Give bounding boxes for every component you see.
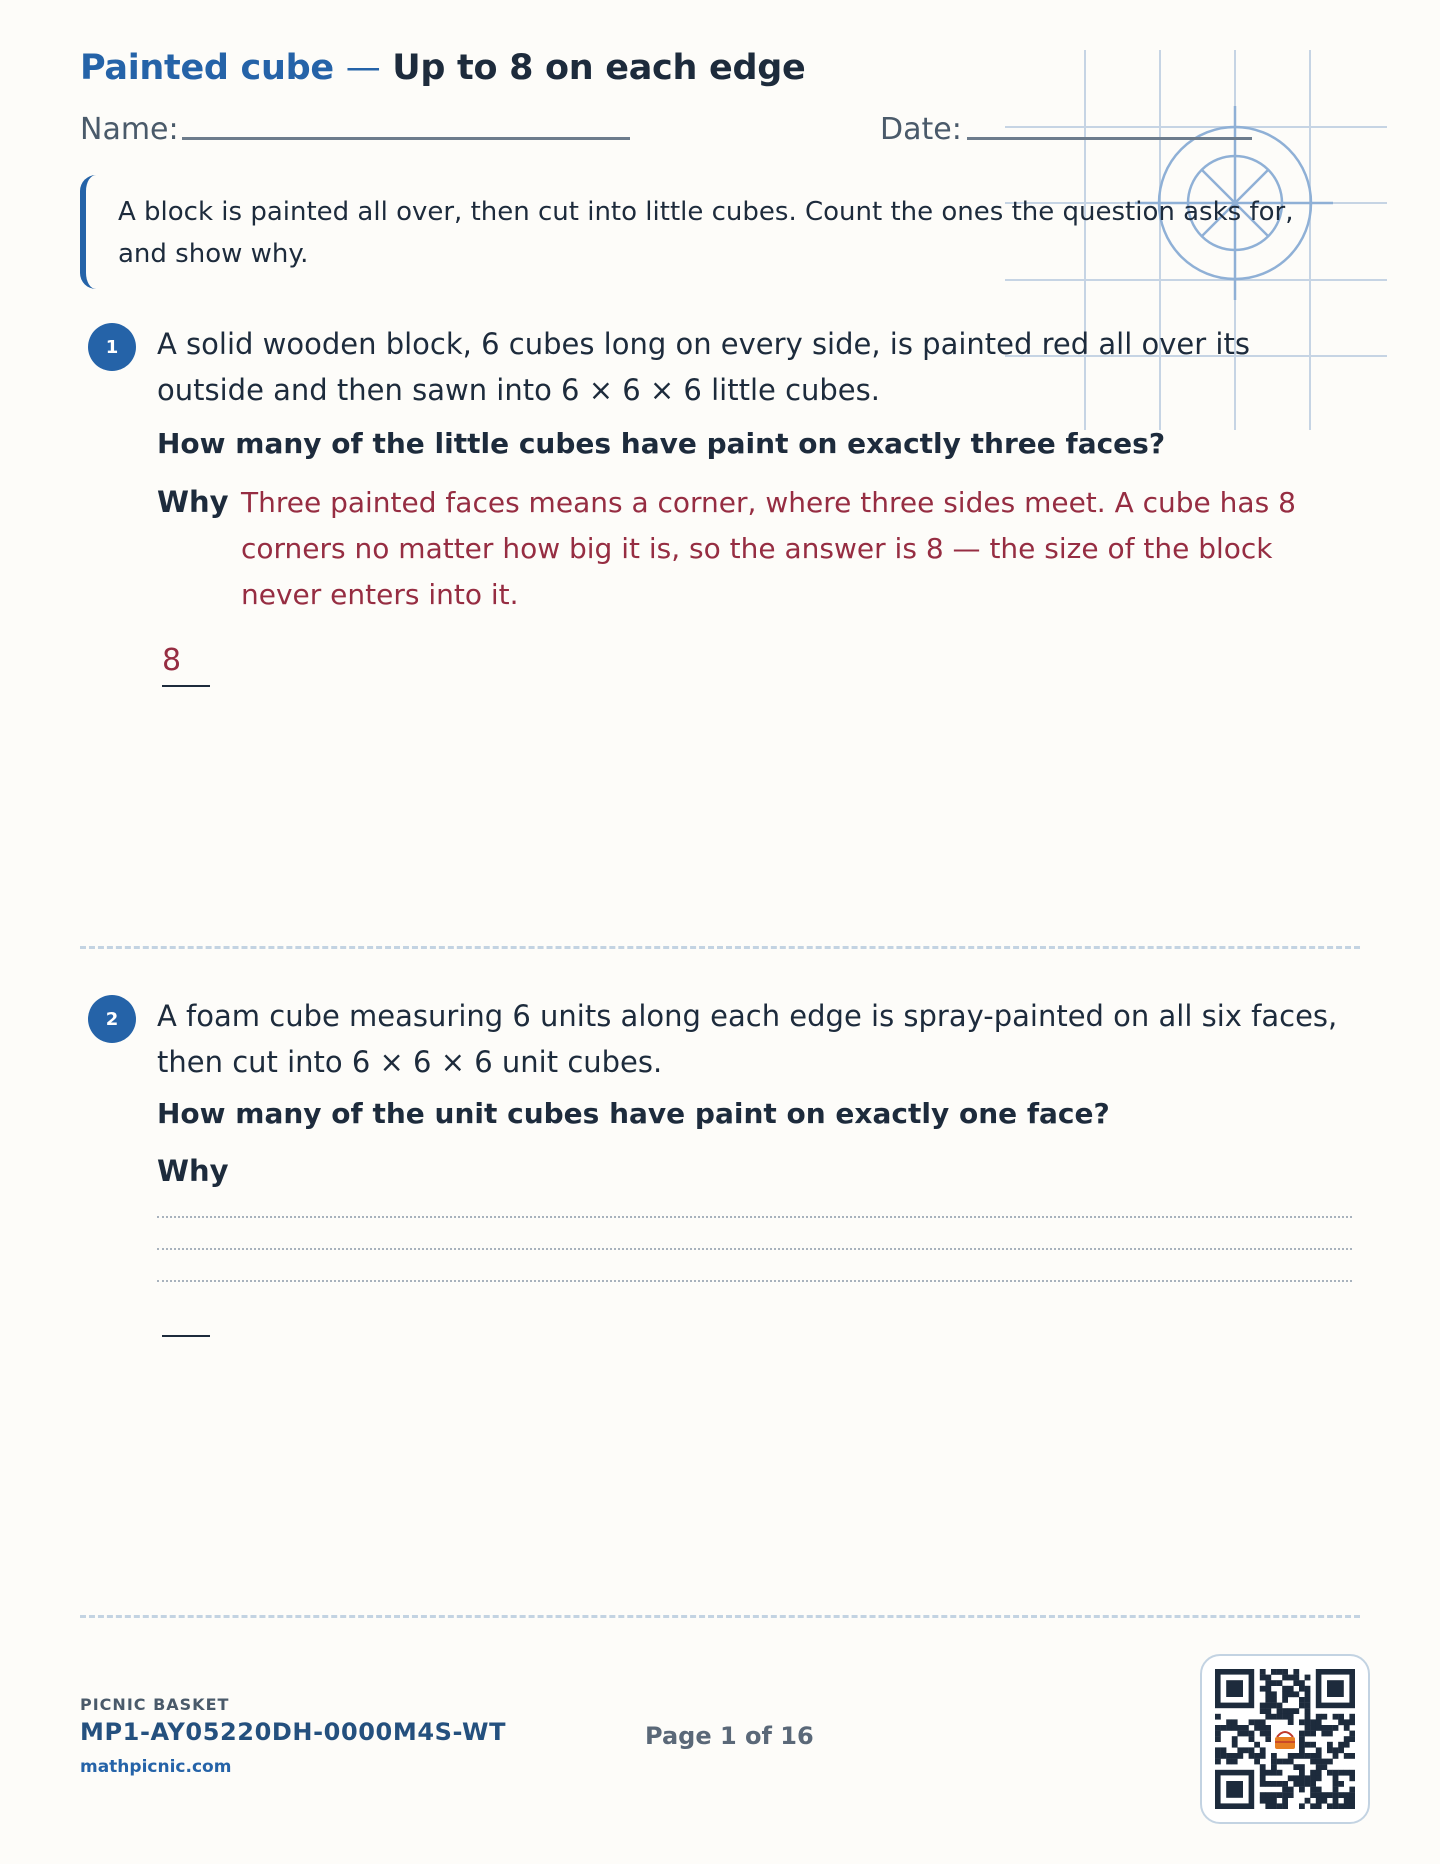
question-number-badge: 1 xyxy=(88,323,136,371)
intro-text: A block is painted all over, then cut into little cubes. Count the ones the question asks for, and show why. xyxy=(118,197,1294,269)
name-field-line[interactable] xyxy=(182,137,630,140)
footer-brand: PICNIC BASKET xyxy=(80,1695,230,1714)
question-text: A solid wooden block, 6 cubes long on every side, is painted red all over its outside and then sawn into 6 × 6 × 6 little cubes. xyxy=(157,327,1250,407)
intro-callout xyxy=(80,175,1306,289)
title-separator: — xyxy=(345,48,381,88)
question-text: A foam cube measuring 6 units along each edge is spray-painted on all six faces, then cut into 6 × 6 × 6 unit cubes. xyxy=(157,999,1338,1079)
why-writing-line[interactable] xyxy=(157,1216,1352,1218)
question-ask: How many of the unit cubes have paint on exactly one face? xyxy=(157,1097,1110,1130)
footer-site-link[interactable]: mathpicnic.com xyxy=(80,1757,232,1777)
why-answer-text: Three painted faces means a corner, where three sides meet. A cube has 8 corners no matter how big it is, so the answer is 8 — the size of the block never enters into it. xyxy=(241,486,1296,611)
date-field-line[interactable] xyxy=(967,137,1252,140)
why-label: Why xyxy=(157,1154,229,1188)
answer-line[interactable] xyxy=(162,685,210,687)
section-divider xyxy=(80,1615,1360,1618)
why-writing-line[interactable] xyxy=(157,1248,1352,1250)
answer-value: 8 xyxy=(162,643,182,678)
question-ask: How many of the little cubes have paint on exactly three faces? xyxy=(157,427,1166,460)
qr-code xyxy=(1200,1654,1370,1824)
answer-line[interactable] xyxy=(162,1335,210,1337)
date-label: Date: xyxy=(880,112,962,147)
title-sub: Up to 8 on each edge xyxy=(392,48,806,88)
qr-code-icon xyxy=(1215,1669,1355,1809)
page-title xyxy=(80,48,805,88)
question-number-badge: 2 xyxy=(88,995,136,1043)
page-number: Page 1 of 16 xyxy=(645,1722,814,1750)
name-label: Name: xyxy=(80,112,179,147)
why-writing-line[interactable] xyxy=(157,1280,1352,1282)
why-label: Why xyxy=(157,485,229,519)
worksheet-code: MP1-AY05220DH-0000M4S-WT xyxy=(80,1718,507,1746)
section-divider xyxy=(80,946,1360,949)
title-main: Painted cube xyxy=(80,48,334,88)
